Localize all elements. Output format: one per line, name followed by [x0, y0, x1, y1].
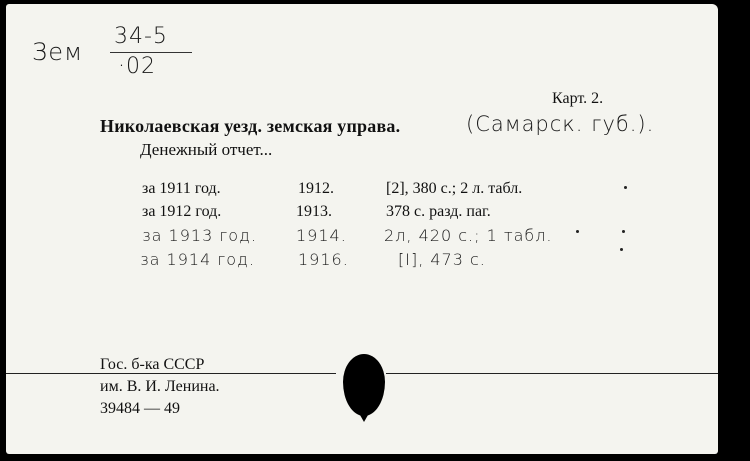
entry-1-period: за 1911 год. — [142, 180, 221, 197]
entry-2-published: 1913. — [296, 203, 332, 220]
stamp-rule-right — [386, 373, 718, 374]
speck — [576, 230, 579, 233]
title-handwritten: (Самарск. губ.). — [466, 112, 655, 136]
library-stamp-line3: 39484 — 49 — [100, 400, 180, 417]
catalog-card — [6, 4, 718, 454]
shelfmark-prefix: Зем — [32, 38, 84, 66]
shelfmark-fraction-line — [110, 52, 192, 53]
entry-2-period: за 1912 год. — [142, 203, 222, 220]
entry-2-description: 378 с. разд. паг. — [386, 203, 491, 220]
card-filing-hole — [343, 354, 385, 416]
speck — [622, 230, 625, 233]
title-printed: Николаевская уезд. земская управа. — [100, 116, 401, 136]
entry-4-published: 1916. — [298, 250, 349, 269]
card-number: Карт. 2. — [552, 90, 604, 107]
scan-border — [718, 4, 750, 461]
entry-3-period: за 1913 год. — [142, 226, 257, 245]
library-stamp-line2: им. В. И. Ленина. — [100, 378, 220, 395]
stamp-rule-left — [6, 373, 336, 374]
shelfmark-top: 34-5 — [114, 24, 168, 49]
entry-3-published: 1914. — [296, 226, 347, 245]
entry-4-description: [I], 473 с. — [398, 250, 486, 269]
subtitle: Денежный отчет... — [140, 140, 273, 159]
entry-1-published: 1912. — [298, 180, 334, 197]
entry-1-description: [2], 380 с.; 2 л. табл. — [386, 180, 523, 197]
shelfmark-bottom: ·02 — [118, 54, 156, 79]
entry-4-period: за 1914 год. — [140, 250, 255, 269]
library-stamp-line1: Гос. б-ка СССР — [100, 356, 205, 373]
entry-3-description: 2л, 420 с.; 1 табл. — [384, 226, 553, 245]
speck — [624, 186, 627, 189]
speck — [620, 248, 623, 251]
